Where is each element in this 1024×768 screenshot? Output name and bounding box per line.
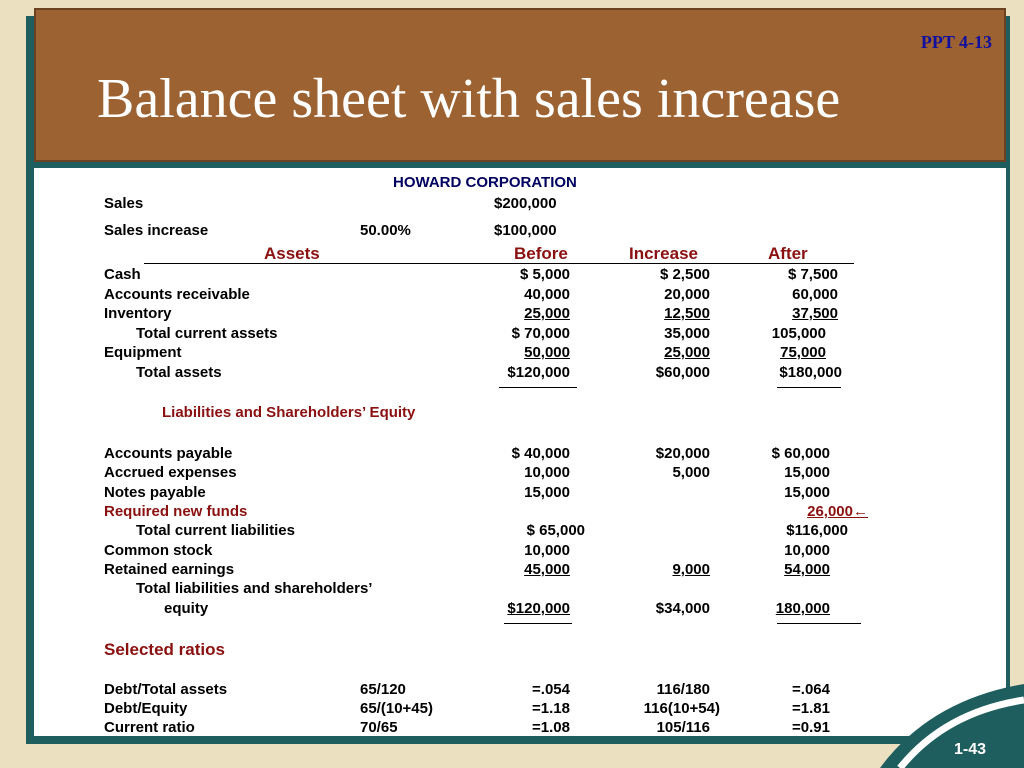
- asset-increase: $ 2,500: [659, 266, 710, 283]
- asset-before: 40,000: [524, 286, 570, 303]
- slide-title: Balance sheet with sales increase: [97, 68, 841, 130]
- liability-label: equity: [164, 600, 209, 617]
- liability-label: Accounts payable: [104, 445, 233, 462]
- liability-before: $120,000: [507, 600, 570, 617]
- liability-label: Retained earnings: [104, 561, 235, 578]
- ppt-label: PPT 4-13: [920, 32, 992, 52]
- asset-label: Equipment: [104, 344, 182, 361]
- ratio-formula-before: 65/120: [360, 681, 406, 698]
- asset-increase: $60,000: [655, 364, 710, 381]
- liability-label: Common stock: [104, 542, 213, 559]
- asset-increase: 25,000: [664, 344, 710, 361]
- ratio-formula-before: 70/65: [360, 719, 398, 736]
- liability-increase: 5,000: [672, 464, 710, 481]
- liability-label: Required new funds: [104, 503, 248, 520]
- before-header: Before: [514, 244, 568, 263]
- after-header: After: [768, 244, 808, 263]
- liability-after: $116,000: [786, 522, 848, 539]
- asset-before: $120,000: [507, 364, 570, 381]
- liability-after: 15,000: [784, 484, 830, 501]
- ratio-before: =1.18: [532, 700, 570, 717]
- liability-after: 15,000: [784, 464, 830, 481]
- liability-before: 10,000: [524, 464, 570, 481]
- asset-after: 105,000: [771, 325, 826, 342]
- sales-increase-pct: 50.00%: [360, 222, 411, 239]
- required-new-funds-after: 26,000←: [807, 503, 868, 520]
- liabilities-heading: Liabilities and Shareholders’ Equity: [162, 404, 416, 421]
- ratio-formula-after: 116(10+54): [643, 700, 720, 717]
- sales-increase-value: $100,000: [494, 222, 557, 239]
- asset-after: 37,500: [792, 305, 838, 322]
- liability-increase: $34,000: [655, 600, 710, 617]
- asset-label: Inventory: [104, 305, 172, 322]
- liability-before: 15,000: [524, 484, 570, 501]
- asset-increase: 20,000: [664, 286, 710, 303]
- assets-header: Assets: [264, 244, 320, 263]
- asset-label: Total assets: [136, 364, 222, 381]
- asset-after: $ 7,500: [787, 266, 838, 283]
- asset-label: Accounts receivable: [104, 286, 250, 303]
- sales-label: Sales: [104, 195, 144, 212]
- liability-label: Total current liabilities: [136, 522, 295, 539]
- asset-increase: 12,500: [664, 305, 710, 322]
- asset-label: Cash: [104, 266, 141, 283]
- liability-after: 10,000: [784, 542, 830, 559]
- liability-after: 54,000: [784, 561, 830, 578]
- asset-after: $180,000: [779, 364, 842, 381]
- liability-label: Total liabilities and shareholders’: [136, 580, 373, 597]
- liability-increase: 9,000: [672, 561, 710, 578]
- liability-before: $ 65,000: [526, 522, 585, 539]
- ratio-after: =1.81: [792, 700, 830, 717]
- liability-after: 180,000: [775, 600, 830, 617]
- liability-label: Accrued expenses: [104, 464, 237, 481]
- ratio-before: =1.08: [532, 719, 570, 736]
- liability-after: $ 60,000: [771, 445, 830, 462]
- ratio-formula-after: 116/180: [656, 681, 710, 698]
- ratio-label: Debt/Equity: [104, 700, 188, 717]
- ratio-label: Current ratio: [104, 719, 195, 736]
- asset-label: Total current assets: [136, 325, 278, 342]
- asset-increase: 35,000: [664, 325, 710, 342]
- asset-before: $ 5,000: [519, 266, 570, 283]
- ratio-after: =.064: [792, 681, 830, 698]
- asset-after: 75,000: [780, 344, 826, 361]
- asset-before: $ 70,000: [511, 325, 570, 342]
- ratio-formula-before: 65/(10+45): [360, 700, 433, 717]
- asset-before: 25,000: [524, 305, 570, 322]
- asset-before: 50,000: [524, 344, 570, 361]
- liability-increase: $20,000: [655, 445, 710, 462]
- asset-after: 60,000: [792, 286, 838, 303]
- liability-before: 45,000: [524, 561, 570, 578]
- liability-before: $ 40,000: [511, 445, 570, 462]
- ratios-heading: Selected ratios: [104, 640, 225, 659]
- ratio-after: =0.91: [792, 719, 830, 736]
- liability-label: Notes payable: [104, 484, 206, 501]
- page-number: 1-43: [954, 741, 987, 758]
- sales-value: $200,000: [494, 195, 557, 212]
- ratio-formula-after: 105/116: [656, 719, 710, 736]
- ratio-before: =.054: [532, 681, 570, 698]
- sales-increase-label: Sales increase: [104, 222, 209, 239]
- ratio-label: Debt/Total assets: [104, 681, 228, 698]
- company-name: HOWARD CORPORATION: [393, 174, 577, 191]
- liability-before: 10,000: [524, 542, 570, 559]
- increase-header: Increase: [629, 244, 698, 263]
